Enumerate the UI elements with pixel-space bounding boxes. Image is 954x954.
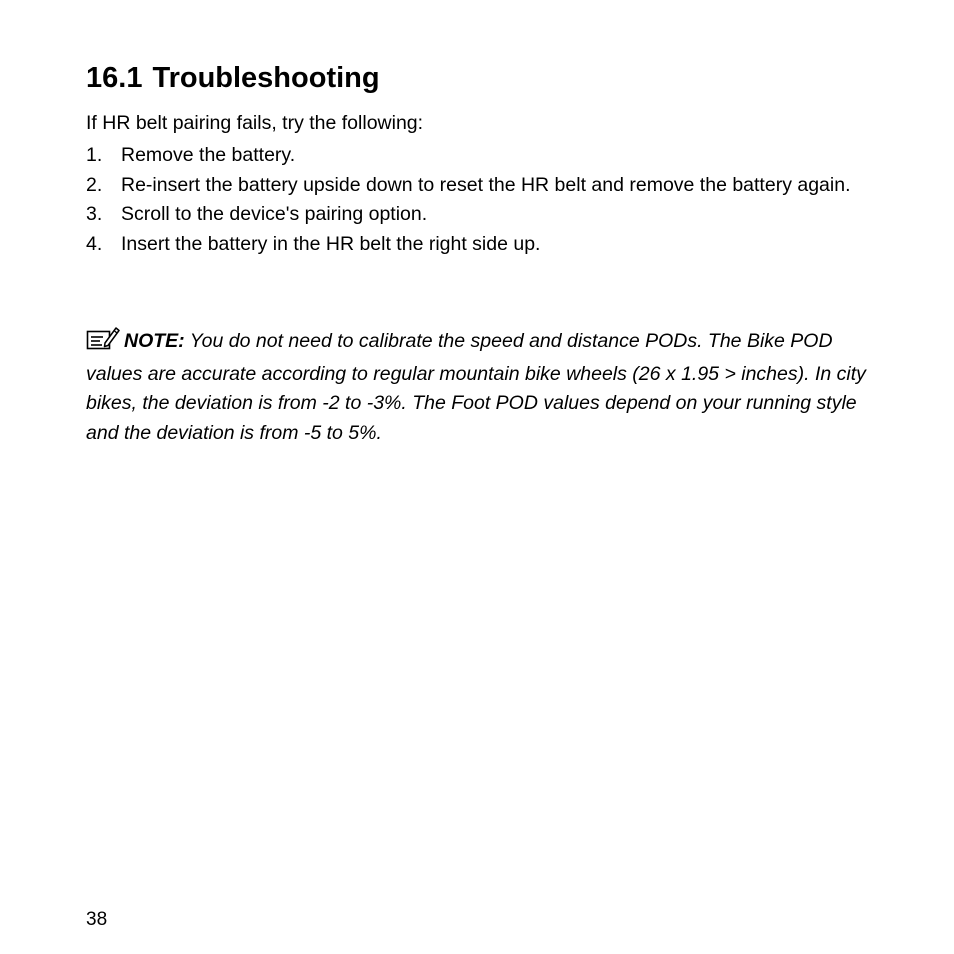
section-heading (86, 58, 380, 98)
note-icon (86, 326, 120, 360)
list-item (86, 141, 876, 171)
note-text: You do not need to calibrate the speed and distance PODs. The Bike POD values are accurate according to regular mountain bike wheels (26 x 1.95 > inches). In city bikes, the deviation is from -2 to -3%. The Foot POD values depend on your running style and the deviation is from -5 to 5%. (86, 330, 866, 444)
list-item (86, 230, 876, 260)
note-label: NOTE: (124, 330, 185, 352)
note-paragraph (86, 326, 876, 448)
section-number: 16.1 (86, 62, 143, 94)
intro-text: If HR belt pairing fails, try the following: (86, 112, 424, 134)
step-text: Insert the battery in the HR belt the right side up. (121, 232, 541, 255)
step-text: Remove the battery. (121, 144, 296, 166)
step-number: 2. (86, 173, 103, 196)
step-number: 1. (86, 144, 103, 166)
page-number: 38 (86, 909, 108, 930)
step-text: Re-insert the battery upside down to reset the HR belt and remove the battery again. (121, 173, 851, 196)
list-item (86, 171, 876, 201)
step-number: 3. (86, 203, 103, 225)
list-item (86, 200, 876, 230)
troubleshooting-steps (86, 141, 876, 259)
step-number: 4. (86, 232, 103, 255)
step-text: Scroll to the device's pairing option. (121, 203, 428, 225)
section-title: Troubleshooting (152, 62, 380, 94)
